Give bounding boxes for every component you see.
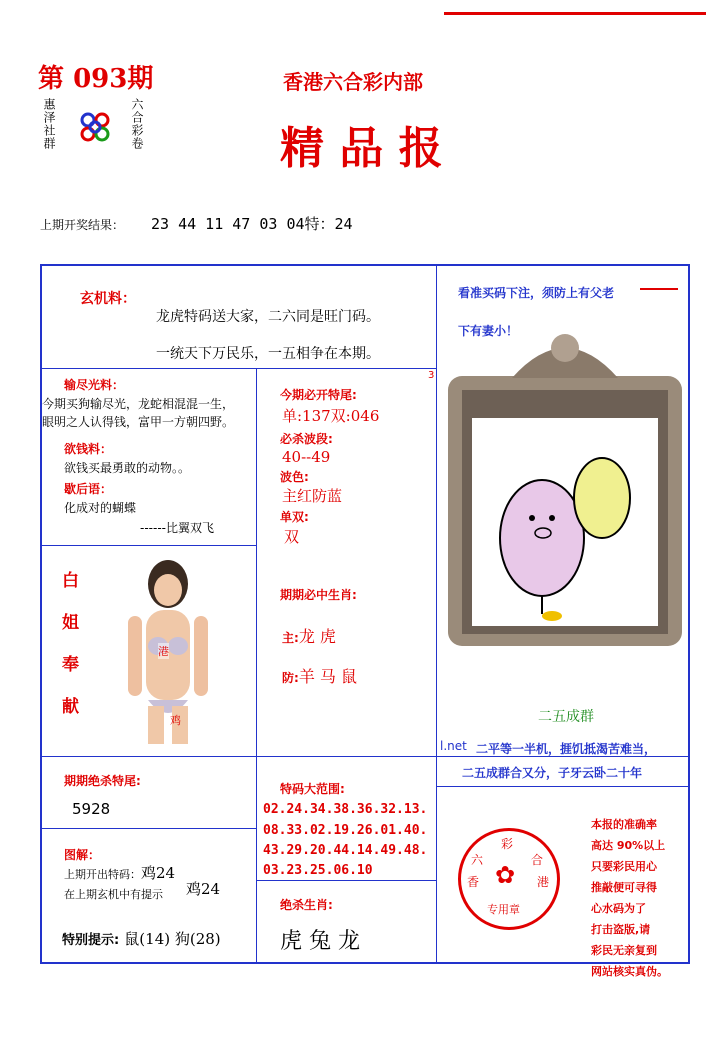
range-line-2: 08.33.02.19.26.01.40. xyxy=(263,823,428,838)
yuqian-label: 欲钱料： xyxy=(64,442,113,456)
site-prefix: l.net xyxy=(440,739,467,753)
xiehouyu-text: 化成对的蝴蝶 xyxy=(64,501,137,515)
group-label: 二五成群 xyxy=(538,709,594,725)
xuanji-label: 玄机料： xyxy=(80,291,136,307)
poem-line-2: 二五成群合又分，子牙云卧二十年 xyxy=(462,766,643,780)
zodiac-label: 期期必中生肖: xyxy=(280,588,357,602)
xiehouyu-label: 歇后语： xyxy=(64,482,113,496)
poem-line-1: 二平等一半机，捱饥抵渴苦难当， xyxy=(476,742,657,756)
bibi-danshuang: 单:137双:046 xyxy=(282,407,380,425)
yuqian-text: 欲钱买最勇敢的动物。。 xyxy=(64,461,191,475)
ornate-frame-image xyxy=(442,318,688,652)
tujie-line-2: 在上期玄机中有提示 xyxy=(64,888,163,901)
corner-mark: 3 xyxy=(428,370,435,381)
shuying-line-2: 眼明之人认得钱，富甲一方朝四野。 xyxy=(42,415,235,429)
baijie-text: 白姐奉献 xyxy=(62,571,79,717)
zodiac-fang: 防:羊 马 鼠 xyxy=(282,667,357,686)
range-line-4: 03.23.25.06.10 xyxy=(263,863,373,878)
bose-value: 主红防蓝 xyxy=(282,487,343,505)
rings-logo-icon xyxy=(78,110,114,146)
special-hint: 特别提示: 鼠(14) 狗(28) xyxy=(62,930,221,948)
range-line-3: 43.29.20.44.14.49.48. xyxy=(263,843,428,858)
dansh-label: 单双: xyxy=(280,510,309,524)
tujie-label: 图解： xyxy=(64,848,101,862)
bosha-label: 必杀波段: xyxy=(280,432,333,446)
xuanji-line-1: 龙虎特码送大家，二六同是旺门码。 xyxy=(156,309,380,325)
seal-stamp: 彩 六 合 香 港 ✿ 专用章 xyxy=(458,828,560,930)
badge-ji: 鸡 xyxy=(170,714,181,727)
results-numbers: 23 44 11 47 03 04特：24 xyxy=(151,215,353,233)
org-title: 香港六合彩内部 xyxy=(283,70,423,94)
badge-gang: 港 xyxy=(158,645,169,658)
left-vertical-text-1: 惠泽社群 xyxy=(42,98,56,150)
main-title: 精 品 报 xyxy=(280,123,443,174)
tujie-line-2-value: 鸡24 xyxy=(186,880,221,898)
bosha-value: 40--49 xyxy=(282,448,331,466)
left-vertical-text-2: 六合彩卷 xyxy=(130,98,144,150)
warning-text-2: 下有妻小！ xyxy=(458,324,519,338)
shuying-line-1: 今期买狗输尽光，龙蛇相混混一生， xyxy=(42,397,235,411)
issue-number: 第 093期 xyxy=(38,64,154,94)
bibi-label: 今期必开特尾: xyxy=(280,388,357,402)
tujie-line-1: 上期开出特码：鸡24 xyxy=(64,864,176,882)
juesha-tail-value: 5928 xyxy=(72,800,111,818)
juesha-zodiac-label: 绝杀生肖: xyxy=(280,898,333,912)
bose-label: 波色: xyxy=(280,470,309,484)
results-label: 上期开奖结果： xyxy=(40,218,125,232)
range-line-1: 02.24.34.38.36.32.13. xyxy=(263,802,428,817)
xiehouyu-answer: ------比翼双飞 xyxy=(140,521,214,535)
accuracy-text: 本报的准确率 高达 90%以上 只要彩民用心 推敲便可寻得 心水码为了 打击盗版,请 彩民无亲复到 网站核实真伪。 xyxy=(591,818,668,978)
juesha-tail-label: 期期绝杀特尾: xyxy=(64,774,141,788)
shuying-label: 输尽光料： xyxy=(64,378,125,392)
range-label: 特码大范围: xyxy=(280,782,345,796)
xuanji-line-2: 一统天下万民乐，一五相争在本期。 xyxy=(156,346,380,362)
warning-text-1: 看准买码下注，须防上有父老 xyxy=(458,286,615,300)
flower-icon: ✿ xyxy=(495,861,516,889)
juesha-zodiac-value: 虎 兔 龙 xyxy=(280,929,360,954)
zodiac-main: 主:龙 虎 xyxy=(282,627,336,646)
dansh-value: 双 xyxy=(284,528,300,546)
top-rule xyxy=(444,12,706,15)
